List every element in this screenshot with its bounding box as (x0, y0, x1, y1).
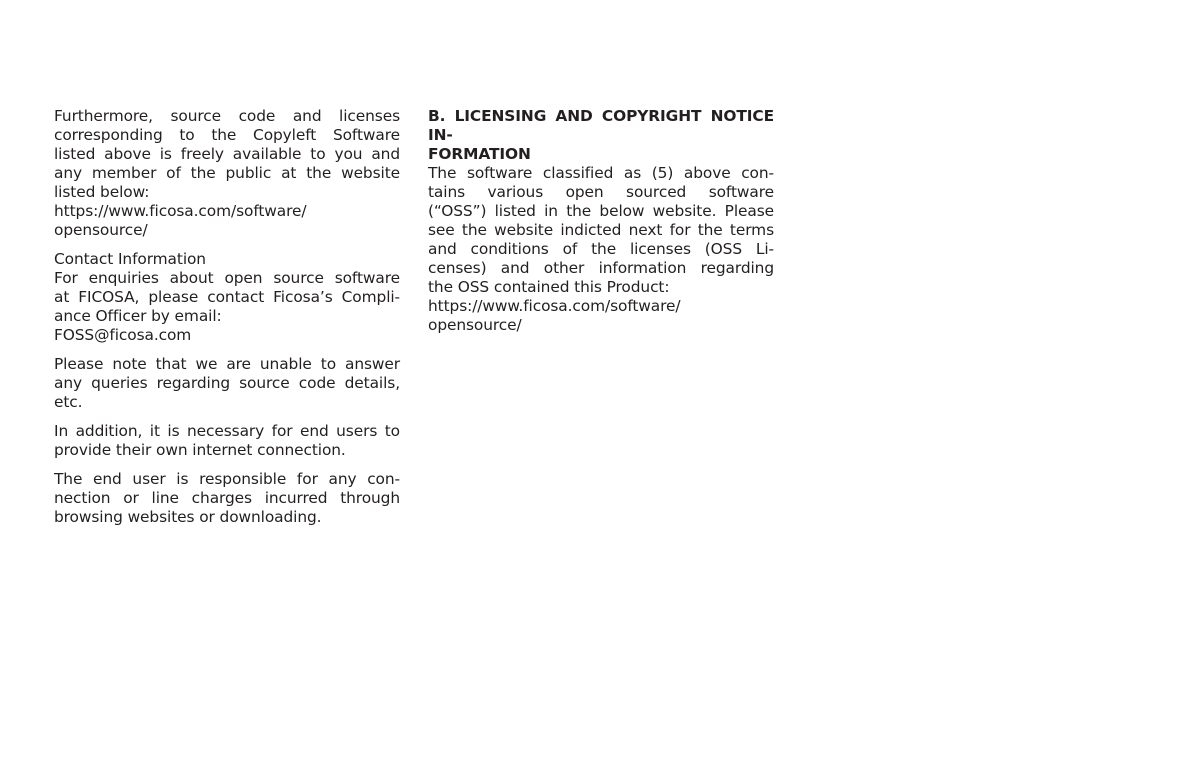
text-line: corresponding to the Copyleft Software (54, 126, 400, 144)
source-url-line-2: opensource/ (54, 221, 148, 239)
charges-paragraph (54, 470, 400, 527)
text-line: etc. (54, 393, 83, 411)
contact-paragraph (54, 250, 400, 345)
text-line: Please note that we are unable to answer (54, 355, 400, 373)
source-url-line-1: https://www.ficosa.com/software/ (54, 202, 307, 220)
oss-url-line-1: https://www.ficosa.com/software/ (428, 297, 681, 315)
section-heading (428, 107, 774, 164)
text-line: see the website indicted next for the terms (428, 221, 774, 239)
text-line: at FICOSA, please contact Ficosa’s Compli- (54, 288, 400, 306)
text-line: listed below: (54, 183, 150, 201)
internet-paragraph (54, 422, 400, 460)
heading-line: FORMATION (428, 145, 531, 163)
text-line: nection or line charges incurred through (54, 489, 400, 507)
text-line: and conditions of the licenses (OSS Li- (428, 240, 774, 258)
oss-url-line-2: opensource/ (428, 316, 522, 334)
note-paragraph (54, 355, 400, 412)
text-line: provide their own internet connection. (54, 441, 346, 459)
contact-email: FOSS@ficosa.com (54, 326, 192, 344)
text-line: any member of the public at the website (54, 164, 400, 182)
contact-title: Contact Information (54, 250, 206, 268)
right-column (428, 107, 774, 345)
text-line: the OSS contained this Product: (428, 278, 670, 296)
source-code-paragraph (54, 107, 400, 240)
licensing-paragraph (428, 164, 774, 335)
text-line: ance Officer by email: (54, 307, 222, 325)
heading-line: B. LICENSING AND COPYRIGHT NOTICE IN- (428, 107, 774, 144)
left-column (54, 107, 400, 537)
text-line: The software classified as (5) above con- (428, 164, 774, 182)
text-line: For enquiries about open source software (54, 269, 400, 287)
text-line: tains various open sourced software (428, 183, 774, 201)
text-line: In addition, it is necessary for end users to (54, 422, 400, 440)
text-line: (“OSS”) listed in the below website. Please (428, 202, 774, 220)
text-line: listed above is freely available to you and (54, 145, 400, 163)
text-line: any queries regarding source code details, (54, 374, 400, 392)
text-line: Furthermore, source code and licenses (54, 107, 400, 125)
text-line: censes) and other information regarding (428, 259, 774, 277)
text-line: browsing websites or downloading. (54, 508, 322, 526)
text-line: The end user is responsible for any con- (54, 470, 400, 488)
